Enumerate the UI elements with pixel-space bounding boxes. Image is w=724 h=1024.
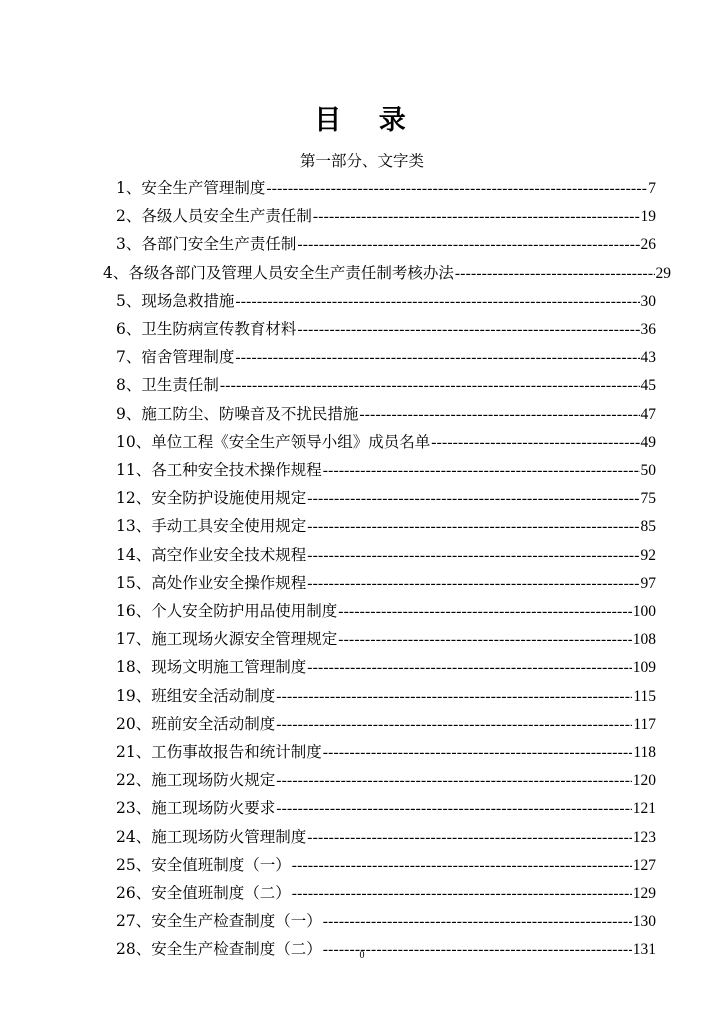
toc-dot-leader [307, 542, 639, 569]
toc-entry[interactable] [116, 541, 656, 569]
toc-entry-label: 17、施工现场火源安全管理规定 [116, 630, 338, 649]
toc-entry[interactable] [116, 174, 656, 202]
toc-entry[interactable] [116, 287, 656, 315]
toc-entry[interactable] [116, 851, 656, 879]
toc-entry-label: 11、各工种安全技术操作规程 [116, 461, 322, 479]
toc-entry-label: 20、班前安全活动制度 [116, 714, 276, 733]
toc-entry-page: 115 [633, 687, 656, 705]
toc-entry[interactable] [116, 456, 656, 484]
toc-entry-label: 23、施工现场防火要求 [116, 799, 276, 818]
toc-dot-leader [307, 824, 632, 851]
toc-entry[interactable] [116, 569, 656, 597]
toc-entry-label: 14、高空作业安全技术规程 [116, 545, 307, 564]
page-number: 0 [359, 950, 365, 961]
toc-dot-leader [323, 739, 633, 766]
toc-entry-page: 127 [632, 856, 656, 874]
toc-dot-leader [235, 344, 639, 371]
toc-entry[interactable] [116, 371, 656, 399]
toc-entry-page: 130 [632, 913, 656, 931]
toc-entry[interactable] [103, 259, 671, 287]
toc-entry-label: 21、工伤事故报告和统计制度 [116, 743, 322, 761]
toc-entry[interactable] [116, 879, 656, 907]
toc-entry-page: 100 [632, 603, 656, 620]
toc-entry-label: 10、单位工程《安全生产领导小组》成员名单 [116, 432, 431, 451]
toc-entry[interactable] [116, 625, 656, 653]
toc-entry-page: 19 [640, 208, 656, 226]
toc-dot-leader [292, 880, 632, 907]
toc-entry[interactable] [116, 682, 656, 710]
toc-dot-leader [276, 767, 632, 794]
toc-dot-leader [266, 175, 647, 202]
toc-entry-page: 49 [640, 433, 656, 451]
toc-dot-leader [307, 570, 639, 597]
toc-entry-label: 8、卫生责任制 [116, 376, 219, 395]
toc-dot-leader [455, 260, 655, 287]
toc-entry-label: 13、手动工具安全使用规定 [116, 517, 307, 536]
toc-entry[interactable] [116, 230, 656, 258]
toc-entry-page: 118 [633, 744, 656, 761]
toc-entry-label: 7、宿舍管理制度 [116, 348, 235, 367]
toc-entry-page: 117 [633, 715, 656, 733]
toc-entry[interactable] [116, 738, 656, 766]
toc-dot-leader [323, 908, 632, 935]
toc-entry-page: 50 [640, 462, 656, 479]
toc-entry[interactable] [116, 653, 656, 681]
toc-entry-label: 22、施工现场防火规定 [116, 771, 276, 790]
toc-entry-label: 4、各级各部门及管理人员安全生产责任制考核办法 [103, 263, 454, 282]
toc-entry-label: 12、安全防护设施使用规定 [116, 489, 307, 508]
toc-dot-leader [292, 852, 632, 879]
toc-entry-page: 120 [632, 772, 656, 790]
toc-entry-label: 6、卫生防病宣传教育材料 [116, 320, 297, 338]
toc-entry-label: 24、施工现场防火管理制度 [116, 827, 307, 846]
toc-entry[interactable] [116, 315, 656, 343]
toc-entry-label: 9、施工防尘、防噪音及不扰民措施 [116, 404, 359, 423]
toc-entry[interactable] [116, 512, 656, 540]
toc-entry-page: 29 [655, 264, 671, 282]
toc-entry-page: 45 [640, 377, 656, 395]
toc-entry-label: 16、个人安全防护用品使用制度 [116, 602, 338, 620]
toc-entry[interactable] [116, 907, 656, 935]
toc-dot-leader [313, 203, 640, 230]
toc-dot-leader [276, 711, 632, 738]
toc-dot-leader [307, 654, 632, 681]
toc-entry-page: 85 [640, 518, 656, 536]
toc-entry-label: 27、安全生产检查制度（一） [116, 912, 322, 931]
toc-entry-page: 131 [632, 941, 656, 959]
toc-entry-page: 109 [632, 659, 656, 677]
toc-entry-label: 18、现场文明施工管理制度 [116, 658, 307, 677]
toc-entry-label: 19、班组安全活动制度 [116, 686, 276, 705]
page-title: 目 录 [314, 105, 420, 136]
toc-entry[interactable] [116, 597, 656, 625]
toc-entry-page: 7 [648, 180, 656, 197]
toc-dot-leader [276, 683, 632, 710]
toc-entry[interactable] [116, 202, 656, 230]
toc-entry-page: 97 [640, 574, 656, 592]
toc-dot-leader [338, 626, 632, 653]
toc-dot-leader [235, 288, 639, 315]
toc-entry[interactable] [116, 794, 656, 822]
toc-entry-page: 30 [640, 292, 656, 310]
toc-entry[interactable] [116, 400, 656, 428]
toc-entry[interactable] [116, 823, 656, 851]
toc-entry[interactable] [116, 710, 656, 738]
toc-entry-page: 47 [640, 405, 656, 423]
toc-dot-leader [297, 231, 639, 258]
toc-entry-label: 3、各部门安全生产责任制 [116, 235, 297, 254]
toc-dot-leader [220, 372, 640, 399]
toc-entry-label: 28、安全生产检查制度（二） [116, 940, 322, 959]
toc-entry-page: 121 [632, 800, 656, 818]
toc-entry-page: 92 [640, 546, 656, 564]
toc-dot-leader [359, 401, 639, 428]
toc-entry[interactable] [116, 484, 656, 512]
toc-entry-label: 25、安全值班制度（一） [116, 855, 291, 874]
toc-entry[interactable] [116, 766, 656, 794]
toc-entry-page: 108 [632, 631, 656, 649]
toc-dot-leader [323, 457, 640, 484]
toc-dot-leader [297, 316, 639, 343]
toc-entry[interactable] [116, 428, 656, 456]
toc-entry[interactable] [116, 343, 656, 371]
toc-entry-page: 43 [640, 349, 656, 367]
toc-dot-leader [307, 485, 639, 512]
toc-dot-leader [307, 513, 639, 540]
toc-entry-label: 15、高处作业安全操作规程 [116, 573, 307, 592]
toc-entry-page: 75 [640, 490, 656, 508]
toc-entry-page: 26 [640, 236, 656, 254]
toc-dot-leader [338, 598, 632, 625]
toc-entry-page: 36 [640, 321, 656, 338]
toc-entry-page: 123 [632, 828, 656, 846]
section-subtitle: 第一部分、文字类 [299, 152, 424, 170]
toc-entry-label: 5、现场急救措施 [116, 291, 235, 310]
toc-entry-label: 1、安全生产管理制度 [116, 179, 266, 197]
toc-entry-label: 26、安全值班制度（二） [116, 884, 291, 902]
toc-entry-page: 129 [632, 885, 656, 902]
toc-dot-leader [276, 795, 632, 822]
toc-dot-leader [431, 429, 639, 456]
toc-entry-label: 2、各级人员安全生产责任制 [116, 207, 312, 226]
